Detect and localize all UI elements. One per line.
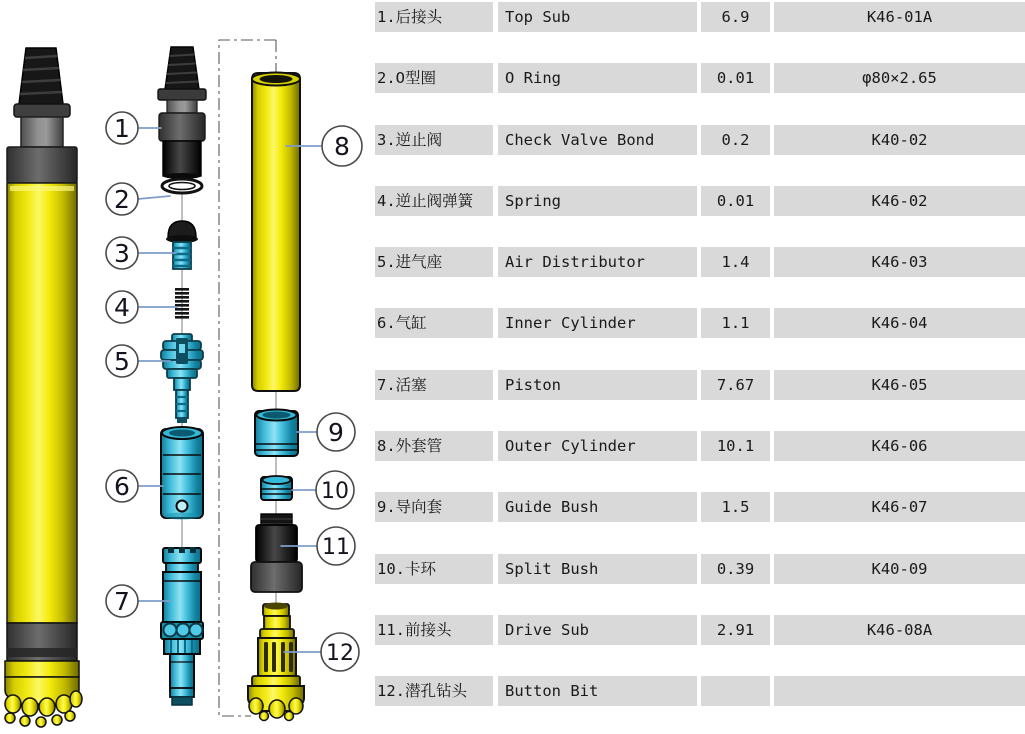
- part-check-valve: [166, 221, 198, 269]
- part-code: φ80×2.65: [774, 63, 1025, 93]
- part-name-cn: 12.潜孔钻头: [375, 676, 493, 706]
- table-row: [375, 492, 1025, 522]
- part-name-en: Split Bush: [498, 554, 697, 584]
- part-inner-cylinder: [161, 427, 203, 520]
- svg-text:10: 10: [321, 479, 349, 504]
- part-code: K40-02: [774, 125, 1025, 155]
- part-name-en: Air Distributor: [498, 247, 697, 277]
- part-o-ring: [162, 179, 202, 193]
- svg-text:11: 11: [322, 535, 350, 560]
- callout-6: [106, 470, 163, 502]
- callout-4: [106, 291, 177, 323]
- table-row: [375, 615, 1025, 645]
- svg-text:9: 9: [328, 418, 344, 447]
- part-code: K46-05: [774, 370, 1025, 400]
- part-weight: 0.2: [701, 125, 770, 155]
- callouts: [106, 112, 362, 671]
- table-row: [375, 2, 1025, 32]
- part-code: K46-04: [774, 308, 1025, 338]
- table-row: [375, 186, 1025, 216]
- part-name-cn: 7.活塞: [375, 370, 493, 400]
- part-button-bit: [248, 603, 304, 721]
- part-split-bush: [261, 476, 292, 500]
- dth-hammer-diagram: [0, 0, 375, 734]
- svg-text:4: 4: [114, 293, 130, 322]
- part-name-cn: 9.导向套: [375, 492, 493, 522]
- part-name-cn: 4.逆止阀弹簧: [375, 186, 493, 216]
- part-code: K46-06: [774, 431, 1025, 461]
- exploded-view-illustration: [158, 47, 206, 705]
- callout-5: [106, 345, 170, 377]
- svg-text:3: 3: [114, 239, 130, 268]
- part-code: K46-01A: [774, 2, 1025, 32]
- part-air-distributor: [161, 334, 203, 423]
- part-weight: [701, 676, 770, 706]
- part-name-en: O Ring: [498, 63, 697, 93]
- part-weight: 6.9: [701, 2, 770, 32]
- table-row: [375, 370, 1025, 400]
- part-code: K46-02: [774, 186, 1025, 216]
- assembled-hammer-illustration: [5, 48, 82, 727]
- table-row: [375, 676, 1025, 706]
- svg-text:12: 12: [326, 641, 354, 666]
- part-name-en: Inner Cylinder: [498, 308, 697, 338]
- part-guide-bush: [255, 410, 298, 457]
- callout-2: [106, 183, 170, 215]
- part-code: K40-09: [774, 554, 1025, 584]
- callout-10: [292, 471, 354, 509]
- part-name-cn: 11.前接头: [375, 615, 493, 645]
- callout-1: [106, 112, 161, 144]
- part-name-cn: 3.逆止阀: [375, 125, 493, 155]
- svg-text:7: 7: [114, 587, 130, 616]
- part-name-en: Guide Bush: [498, 492, 697, 522]
- part-name-en: Piston: [498, 370, 697, 400]
- part-drive-sub: [251, 514, 302, 592]
- svg-text:8: 8: [334, 132, 350, 161]
- part-name-cn: 6.气缸: [375, 308, 493, 338]
- part-weight: 1.1: [701, 308, 770, 338]
- part-name-cn: 8.外套管: [375, 431, 493, 461]
- part-weight: 10.1: [701, 431, 770, 461]
- part-code: K46-07: [774, 492, 1025, 522]
- part-name-cn: 2.O型圈: [375, 63, 493, 93]
- part-top-sub: [158, 47, 206, 179]
- svg-text:1: 1: [114, 114, 130, 143]
- part-name-cn: 5.进气座: [375, 247, 493, 277]
- part-weight: 2.91: [701, 615, 770, 645]
- part-code: K46-03: [774, 247, 1025, 277]
- part-outer-cylinder: [252, 73, 300, 392]
- part-name-cn: 1.后接头: [375, 2, 493, 32]
- part-weight: 1.4: [701, 247, 770, 277]
- callout-7: [106, 585, 170, 617]
- svg-text:5: 5: [114, 347, 130, 376]
- parts-table: [375, 0, 1025, 734]
- part-weight: 7.67: [701, 370, 770, 400]
- exploded-view-outer-stack: [219, 40, 304, 721]
- part-weight: 0.01: [701, 63, 770, 93]
- part-name-en: Top Sub: [498, 2, 697, 32]
- part-weight: 0.39: [701, 554, 770, 584]
- part-name-en: Drive Sub: [498, 615, 697, 645]
- callout-3: [106, 237, 176, 269]
- part-name-en: Button Bit: [498, 676, 697, 706]
- part-piston: [161, 547, 203, 705]
- table-row: [375, 125, 1025, 155]
- table-row: [375, 63, 1025, 93]
- svg-text:6: 6: [114, 472, 130, 501]
- callout-9: [297, 413, 355, 451]
- part-name-en: Check Valve Bond: [498, 125, 697, 155]
- part-name-cn: 10.卡环: [375, 554, 493, 584]
- table-row: [375, 247, 1025, 277]
- part-weight: 0.01: [701, 186, 770, 216]
- table-row: [375, 431, 1025, 461]
- part-code: [774, 676, 1025, 706]
- part-code: K46-08A: [774, 615, 1025, 645]
- table-row: [375, 554, 1025, 584]
- svg-text:2: 2: [114, 185, 130, 214]
- part-weight: 1.5: [701, 492, 770, 522]
- part-name-en: Spring: [498, 186, 697, 216]
- table-row: [375, 308, 1025, 338]
- part-name-en: Outer Cylinder: [498, 431, 697, 461]
